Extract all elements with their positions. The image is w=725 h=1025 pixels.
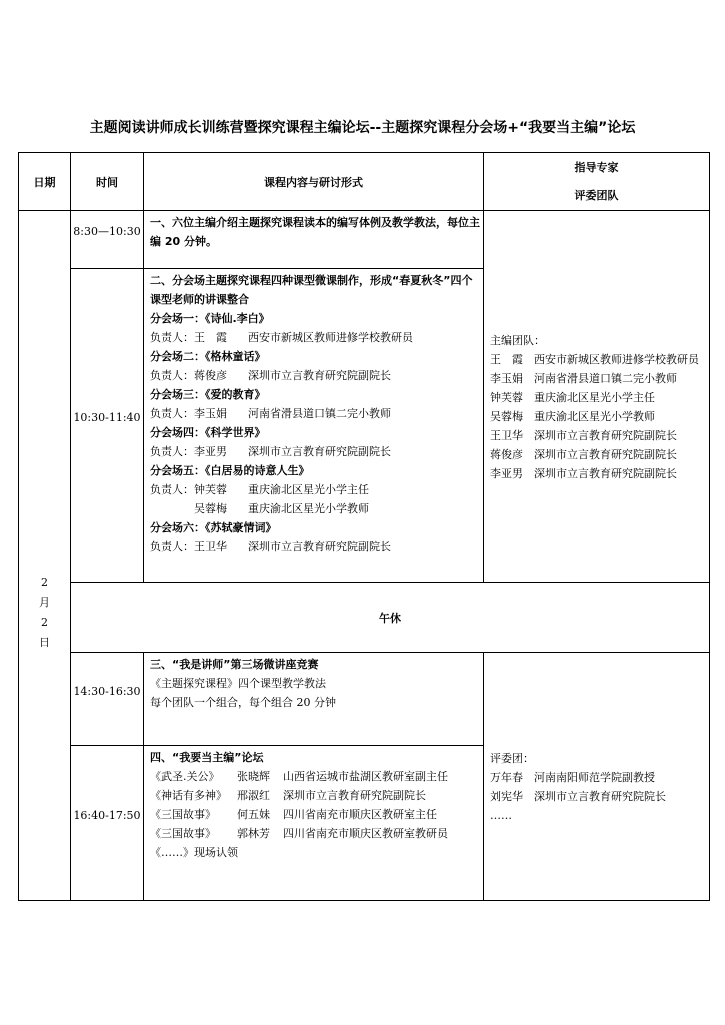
venue-leader xyxy=(150,404,483,423)
talk-book: 《三国故事》 xyxy=(150,808,216,821)
venue-title: 分会场四：《科学世界》 xyxy=(150,426,266,439)
judge-member xyxy=(490,768,709,787)
leader-org: 西安市新城区教师进修学校教研员 xyxy=(248,331,413,344)
header-time: 时间 xyxy=(71,153,144,211)
talk-org: 四川省南充市顺庆区教研室主任 xyxy=(283,808,437,821)
editor-org: 河南省滑县道口镇二完小教师 xyxy=(534,372,677,385)
editor-org: 深圳市立言教育研究院副院长 xyxy=(534,429,677,442)
leader-label: 负责人： xyxy=(150,540,194,553)
leader-org: 河南省滑县道口镇二完小教师 xyxy=(248,407,391,420)
session1-row xyxy=(19,211,710,269)
judge-member xyxy=(490,787,709,806)
leader-name: 李亚男 xyxy=(194,445,227,458)
editor-org: 西安市新城区教师进修学校教研员 xyxy=(534,353,699,366)
editor-member xyxy=(490,369,709,388)
session2-content xyxy=(144,269,484,583)
date-char: 2 xyxy=(41,616,48,629)
editors-heading: 主编团队： xyxy=(490,334,545,347)
venue-title: 分会场一：《诗仙.李白》 xyxy=(150,312,270,325)
session4-time-cell xyxy=(71,746,144,901)
leader-label: 负责人： xyxy=(150,331,194,344)
talk-speaker: 郭林芳 xyxy=(237,827,270,840)
judges-heading: 评委团： xyxy=(490,752,534,765)
talk-book: 《武圣.关公》 xyxy=(150,770,220,783)
leader-org: 重庆渝北区星光小学教师 xyxy=(248,502,369,515)
header-date: 日期 xyxy=(19,153,71,211)
venue-leader xyxy=(150,499,483,518)
venue-leader xyxy=(150,442,483,461)
editor-member xyxy=(490,388,709,407)
editor-member xyxy=(490,464,709,483)
leader-name: 蒋俊彦 xyxy=(194,369,227,382)
venue-title: 分会场五：《白居易的诗意人生》 xyxy=(150,464,310,477)
venue-title: 分会场二：《格林童话》 xyxy=(150,350,266,363)
session1-time-cell xyxy=(71,211,144,269)
session3-line: 《主题探究课程》四个课型教学教法 xyxy=(150,677,326,690)
leader-org: 重庆渝北区星光小学主任 xyxy=(248,483,369,496)
session4-closing: 《……》现场认领 xyxy=(150,846,238,859)
leader-label: 负责人： xyxy=(150,369,194,382)
session3-time-cell xyxy=(71,653,144,746)
editor-name: 吴蓉梅 xyxy=(490,410,523,423)
session3-time: 14:30-16:30 xyxy=(73,684,141,698)
session4-content xyxy=(144,746,484,901)
talk-org: 深圳市立言教育研究院副院长 xyxy=(283,789,426,802)
document-title: 主题阅读讲师成长训练营暨探究课程主编论坛--主题探究课程分会场+“我要当主编”论坛 xyxy=(89,120,636,136)
judge-name: 刘宪华 xyxy=(490,790,523,803)
editor-member xyxy=(490,350,709,369)
header-row xyxy=(19,153,710,211)
leader-org: 深圳市立言教育研究院副院长 xyxy=(248,445,391,458)
talk-speaker: 何五妹 xyxy=(237,808,270,821)
judges-more: …… xyxy=(490,809,512,822)
talk-item xyxy=(150,767,483,786)
talk-book: 《神话有多神》 xyxy=(150,789,227,802)
judge-org: 河南南阳师范学院副教授 xyxy=(534,771,655,784)
venue-leader xyxy=(150,366,483,385)
editor-member xyxy=(490,407,709,426)
editor-member xyxy=(490,426,709,445)
leader-org: 深圳市立言教育研究院副院长 xyxy=(248,369,391,382)
session3-line: 每个团队一个组合，每个组合 20 分钟 xyxy=(150,696,336,709)
talk-book: 《三国故事》 xyxy=(150,827,216,840)
venue-title: 分会场六：《苏轼豪情词》 xyxy=(150,521,277,534)
session3-heading: 三、“我是讲师”第三场微讲座竞赛 xyxy=(150,658,319,671)
date-char: 月 xyxy=(39,596,50,609)
venue-leader xyxy=(150,328,483,347)
leader-name: 李玉娟 xyxy=(194,407,227,420)
talk-org: 山西省运城市盐湖区教研室副主任 xyxy=(283,770,448,783)
lunch-row xyxy=(19,583,710,653)
session3-row xyxy=(19,653,710,746)
leader-name: 吴蓉梅 xyxy=(194,502,227,515)
editor-name: 蒋俊彦 xyxy=(490,448,523,461)
editor-org: 重庆渝北区星光小学教师 xyxy=(534,410,655,423)
session2-time-cell xyxy=(71,269,144,583)
session1-content xyxy=(144,211,484,269)
talk-item xyxy=(150,824,483,843)
editor-org: 深圳市立言教育研究院副院长 xyxy=(534,467,677,480)
editor-org: 深圳市立言教育研究院副院长 xyxy=(534,448,677,461)
session2-intro-line: 课型老师的讲课整合 xyxy=(150,293,249,306)
editor-member xyxy=(490,445,709,464)
venue-title: 分会场三：《爱的教育》 xyxy=(150,388,266,401)
leader-name: 王卫华 xyxy=(194,540,227,553)
editor-name: 李玉娟 xyxy=(490,372,523,385)
header-experts-line1: 指导专家 xyxy=(574,160,619,174)
leader-label: 负责人： xyxy=(150,407,194,420)
session2-time: 10:30-11:40 xyxy=(73,411,141,424)
date-cell xyxy=(19,211,71,901)
editor-org: 重庆渝北区星光小学主任 xyxy=(534,391,655,404)
date-char: 2 xyxy=(41,576,48,589)
leader-name: 王 霞 xyxy=(194,331,227,344)
session1-line: 一、六位主编介绍主题探究课程读本的编写体例及教学教法，每位主 xyxy=(150,216,480,229)
date-char: 日 xyxy=(39,636,50,649)
editor-name: 王 霞 xyxy=(490,353,523,366)
header-experts-line2: 评委团队 xyxy=(574,188,619,202)
header-experts xyxy=(484,153,710,211)
session1-time: 8:30—10:30 xyxy=(73,225,141,238)
session4-time: 16:40-17:50 xyxy=(73,808,141,822)
schedule-table xyxy=(18,152,710,901)
leader-org: 深圳市立言教育研究院副院长 xyxy=(248,540,391,553)
editor-name: 王卫华 xyxy=(490,429,523,442)
session2-intro-line: 二、分会场主题探究课程四种课型微课制作，形成“春夏秋冬”四个 xyxy=(150,274,473,287)
leader-name: 钟芙蓉 xyxy=(194,483,227,496)
leader-label: 负责人： xyxy=(150,445,194,458)
session4-heading: 四、“我要当主编”论坛 xyxy=(150,751,264,764)
talk-item xyxy=(150,786,483,805)
leader-label: 负责人： xyxy=(150,483,194,496)
venue-leader xyxy=(150,537,483,556)
talk-item xyxy=(150,805,483,824)
venue-leader xyxy=(150,480,483,499)
talk-speaker: 张晓辉 xyxy=(237,770,270,783)
editor-name: 钟芙蓉 xyxy=(490,391,523,404)
editors-cell xyxy=(484,211,710,583)
session3-content xyxy=(144,653,484,746)
judge-name: 万年春 xyxy=(490,771,523,784)
judges-cell xyxy=(484,653,710,901)
judge-org: 深圳市立言教育研究院院长 xyxy=(534,790,666,803)
talk-speaker: 邢淑红 xyxy=(237,789,270,802)
editor-name: 李亚男 xyxy=(490,467,523,480)
talk-org: 四川省南充市顺庆区教研室教研员 xyxy=(283,827,448,840)
lunch-cell: 午休 xyxy=(71,583,710,653)
header-content: 课程内容与研讨形式 xyxy=(144,153,484,211)
session1-line: 编 20 分钟。 xyxy=(150,235,217,248)
